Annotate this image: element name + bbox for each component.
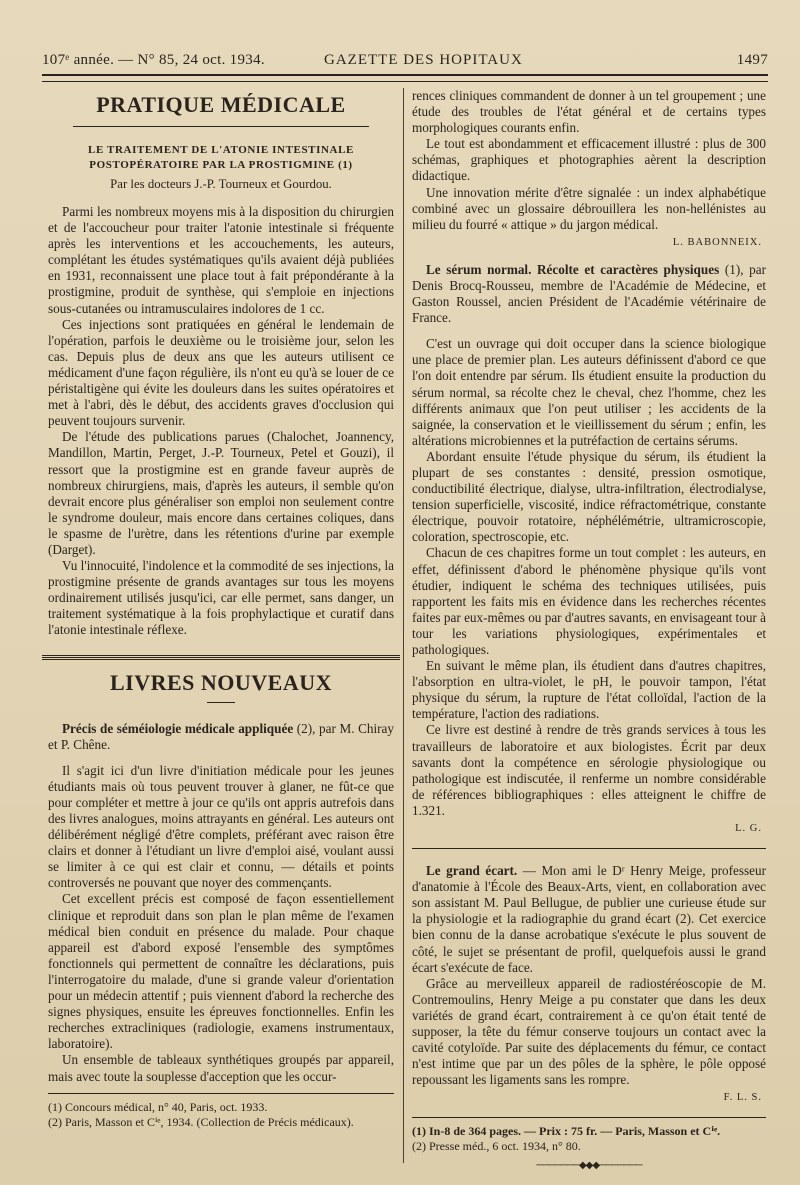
paragraph: Le tout est abondamment et efficacement illustré : plus de 300 schémas, graphiques et photographies aèrent la description didactique. (412, 136, 766, 184)
review-signature: L. G. (735, 823, 762, 835)
book-authors: (1), par Denis Brocq-Rousseu, membre de l'Académie de Médecine, et Gaston Roussel, ancien Président de l'Académie vétérinaire de France. (412, 261, 766, 326)
paragraph: Grâce au merveilleux appareil de radiostéréoscopie de M. Contremoulins, Henry Meige a pu constater que dans les deux variétés de grand écart, contrairement à ce qu'on était tenté de supposer, la tête du fémur conserve toujours un contact avec la cavité cotyloïde. Par suite des déplacements du fémur, ce contact n'est intime que par un des pôles de la sphère, le pôle opposé repoussant les ligaments sans les rompre. (412, 975, 766, 1088)
book-authors: (2), par M. Chiray et P. Chêne. (48, 720, 394, 752)
footnote-rule (48, 1093, 394, 1094)
book-heading-precis (48, 721, 394, 753)
column-divider (403, 88, 404, 1163)
journal-title: GAZETTE DES HOPITAUX (324, 52, 523, 68)
footnotes-left (48, 1100, 394, 1130)
book-heading-serum (412, 262, 766, 326)
page-number: 1497 (736, 52, 768, 68)
article-byline: Par les docteurs J.-P. Tourneux et Gourdou. (110, 177, 332, 191)
paragraph: Cet excellent précis est composé de façon essentiellement clinique et reproduit dans son plan le plan même de l'examen médical bien conduit en présence du malade. Pour chaque appareil est d'abord exposé l'ensemble des symptômes fonctionnels qui permettent de connaître les déclarations, puis l'interrogatoire du malade, d'une si grande valeur d'orientation pour un médecin attentif ; puis viennent d'abord la recherche des signes physiques, ensuite les épreuves fonctionnelles. Enfin les recherches extracliniques (radiologie, examens instrumentaux, laboratoire). (48, 891, 394, 1052)
book-title: Le sérum normal. Récolte et caractères physiques (426, 261, 720, 277)
paragraph: rences cliniques commandent de donner à un tel groupement ; une étude des troubles de l'état général et de certains types morphologiques courants enfin. (412, 88, 766, 136)
footnote: (2) Paris, Masson et Cⁱᵉ, 1934. (Collection de Précis médicaux). (48, 1114, 354, 1129)
paragraph: Ces injections sont pratiquées en général le lendemain de l'opération, parfois le deuxième ou le troisième jour, selon les cas. Depuis plus de deux ans que les auteurs utilisent ce médicament d'une façon régulière, ils n'ont eu qu'à se louer de ce péristaltigène qui évite les douleurs dans les suites opératoires et met à l'abri, dès le début, des accidents graves d'occlusion qui peuvent toujours survenir. (48, 316, 394, 429)
paragraph: Une innovation mérite d'être signalée : un index alphabétique combiné avec un glossaire débrouillera les non-hellénistes au milieu du fourré « attique » du jargon médical. (412, 184, 766, 232)
article-title (48, 143, 394, 173)
paragraph: Abordant ensuite l'étude physique du sérum, ils étudient la plupart de ses constantes : densité, pression osmotique, conductibilité électrique, dialyse, ultra-infiltration, électrodialyse, tension superficielle, viscosité, indice réfractométrique, constante électrique, pouvoir rotatoire, néphélémétrie, ultramicroscopie, coloration, spectroscopie, etc. (412, 448, 766, 545)
left-column (48, 88, 394, 1130)
paragraph: En suivant le même plan, ils étudient dans d'autres chapitres, l'absorption en ultra-violet, le pH, le pouvoir tampon, l'état physique du sérum, la rupture de l'état colloïdal, l'action de la température, l'action des radiations. (412, 658, 766, 722)
footnote: (1) Concours médical, n° 40, Paris, oct. 1933. (48, 1099, 268, 1114)
footnotes-right (412, 1124, 766, 1154)
book-title: Précis de séméiologie médicale appliquée (62, 720, 294, 736)
header-rule (42, 74, 768, 82)
page-header (42, 48, 768, 74)
paragraph: Il s'agit ici d'un livre d'initiation médicale pour les jeunes étudiants mais où tous peuvent trouver à glaner, ne fût-ce que pour compléter et mettre à jour ce qu'ils ont appris autrefois dans des livres analogues, moins attrayants en général. Les auteurs ont délibérément négligé d'être complets, préférant avec raison être clairs et donner à l'étudiant un livre d'emploi aisé, voulant aussi se limiter à ce qui est clair et connu, — détails et points controversés ne pouvant que noyer des commençants. (48, 762, 394, 891)
footnote: (1) In-8 de 364 pages. — Prix : 75 fr. — Paris, Masson et Cⁱᵉ. (412, 1124, 721, 1139)
footnote: (2) Presse méd., 6 oct. 1934, n° 80. (412, 1139, 581, 1154)
paragraph: Chacun de ces chapitres forme un tout complet : les auteurs, en effet, définissent d'abord le phénomène physique qu'ils vont étudier, indiquent le schéma des techniques utilisées, puis rapportent les faits mis en évidence dans les recherches récentes faites par eux-mêmes ou par d'autres savants, en envisageant tour à tour les variations physiologiques, expérimentales et pathologiques. (412, 545, 766, 657)
short-rule (207, 702, 235, 703)
book-heading-ecart (412, 863, 766, 976)
section-title-pratique: PRATIQUE MÉDICALE (96, 92, 346, 117)
footnote-rule (412, 1117, 766, 1118)
right-column (412, 88, 766, 1171)
section-title-livres: LIVRES NOUVEAUX (109, 669, 333, 695)
article-title-line-1: LE TRAITEMENT DE L'ATONIE INTESTINALE (88, 144, 354, 156)
paragraph: Parmi les nombreux moyens mis à la disposition du chirurgien et de l'accoucheur pour traiter l'atonie intestinale si fréquente après les interventions et les accouchements, les auteurs, complétant les études systématiques qu'ils avaient déjà publiées en 1931, reconnaissent une place tout à fait prépondérante à la prostigmine, produit de synthèse, qui s'emploie en injections sous-cutanées ou intramusculaires indolores de 1 cc. (48, 204, 394, 316)
article-text: — Mon ami le Dʳ Henry Meige, professeur d'anatomie à l'École des Beaux-Arts, vient, en collaboration avec son assistant M. Paul Bellugue, de publier une curieuse étude sur la physiologie et la radiographie du grand écart (2). Cet exercice bien connu de la danse acrobatique s'exécute le plus souvent de côté, le sujet se présentant de profil, quelquefois aussi le grand écart s'exécute de face. (412, 863, 766, 975)
article-separator (412, 848, 766, 849)
paragraph: Ce livre est destiné à rendre de très grands services à tous les travailleurs de laboratoire et aux biologistes. Écrit par deux savants dont la compétence en sérologie physiologique ou pathologique est indiscutée, il renferme un nombre considérable de références bibliographiques : elles atteignent le chiffre de 1.321. (412, 722, 766, 818)
ornament-rule: ───────◆◆◆─────── (536, 1160, 642, 1172)
article-title-line-2: POSTOPÉRATOIRE PAR LA PROSTIGMINE (1) (89, 159, 353, 171)
paragraph: Vu l'innocuité, l'indolence et la commodité de ses injections, la prostigmine présente de grands avantages sur tous les moyens ordinairement utilisés jusqu'ici, car elle permet, sans danger, un traitement systématique à la fois prophylactique et curatif dans l'atonie intestinale réflexe. (48, 558, 394, 638)
review-signature: L. BABONNEIX. (672, 236, 762, 248)
issue-info: 107ᵉ année. — N° 85, 24 oct. 1934. (42, 52, 265, 68)
book-title: Le grand écart. (426, 863, 518, 879)
review-signature: F. L. S. (723, 1092, 762, 1104)
title-rule (73, 126, 369, 127)
section-rule (42, 655, 400, 660)
paragraph: Un ensemble de tableaux synthétiques groupés par appareil, mais avec toute la souplesse d'acception que les occur- (48, 1052, 394, 1084)
paragraph: C'est un ouvrage qui doit occuper dans la science biologique une place de premier plan. Les auteurs définissent d'abord ce que l'on doit entendre par sérum. Ils étudient ensuite la production du sérum normal, sa récolte chez le cheval, chez l'homme, chez les différents animaux que l'on peut utiliser ; les accidents de la saignée, la conservation et le vieillissement du sérum ; enfin, les altérations microbiennes et la putréfaction de certains sérums. (412, 336, 766, 448)
paragraph: De l'étude des publications parues (Chalochet, Joannency, Mandillon, Martin, Perget, J.-P. Tourneux, Petel et Gouzi), il ressort que la prostigmine est en grande faveur auprès de nombreux chirurgiens, mais, d'après les auteurs, il semble qu'on devrait encore plus généraliser son emploi non seulement contre le syndrome douleur, mais encore dans certaines coliques, dans le spasme de l'urètre, dans les rétentions d'urine par exemple (Darget). (48, 429, 394, 557)
